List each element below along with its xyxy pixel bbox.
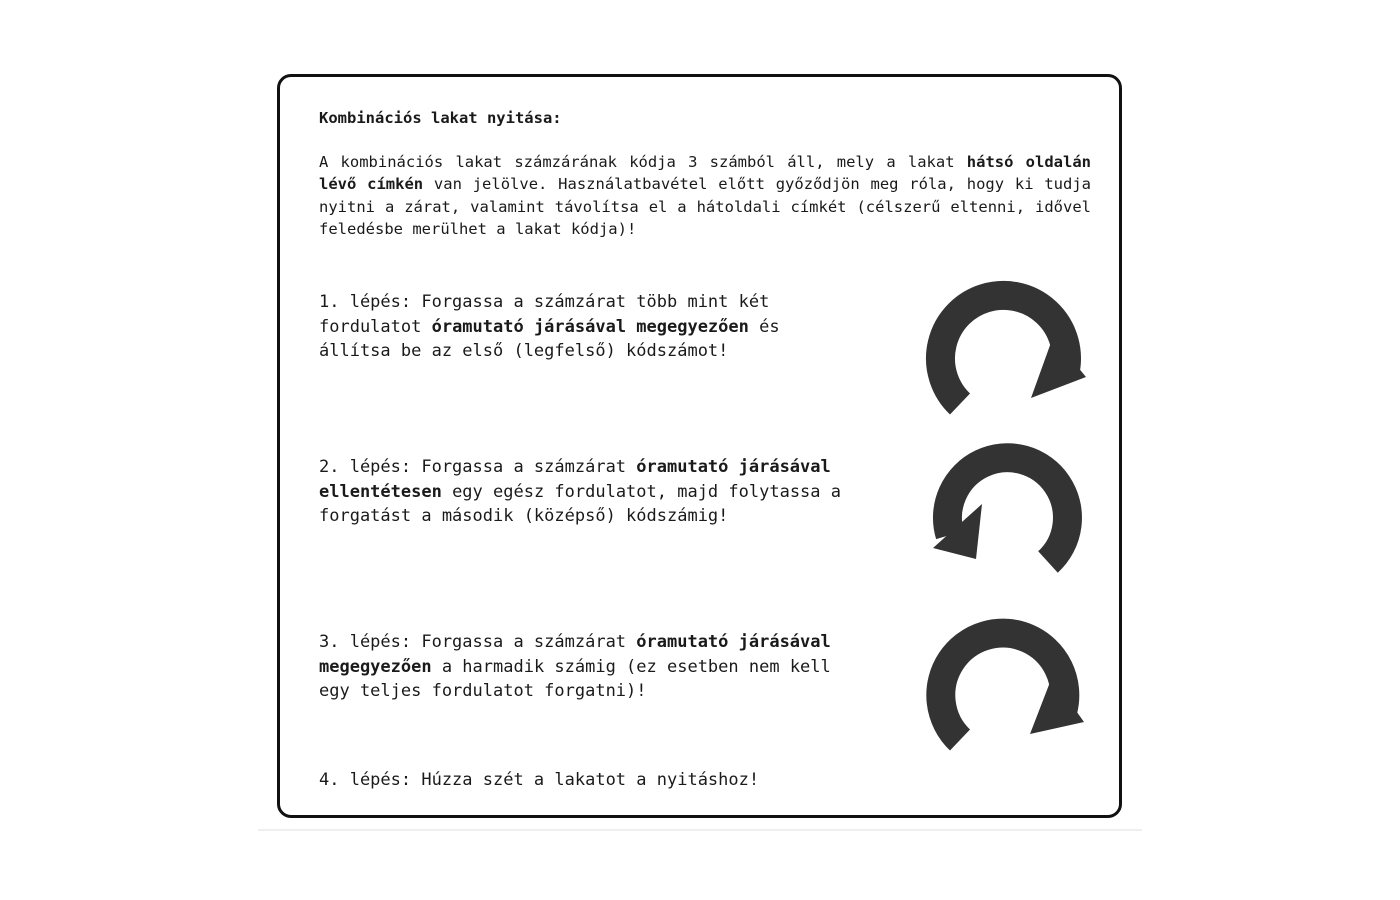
step-1-line-3: [319, 339, 780, 364]
step-3-line-3: [319, 679, 831, 704]
step-3-line-1: [319, 630, 831, 655]
step-4-text: 4. lépés: Húzza szét a lakatot a nyitáshoz!: [319, 770, 760, 790]
step-3: [319, 630, 831, 704]
intro-emphasis: hátsó oldalán lévő címkén: [319, 153, 1091, 194]
step-1-emphasis: óramutató járásával megegyezően: [431, 316, 749, 337]
step-3-emphasis: óramutató járásával: [636, 632, 831, 652]
step-1-text: állítsa be az első (legfelső) kódszámot!: [319, 341, 729, 361]
clockwise-arrow-icon: [920, 266, 1090, 416]
step-3-text: a harmadik számig (ez esetben nem kell: [431, 656, 831, 677]
intro-paragraph: [319, 151, 1091, 240]
step-2-text: egy egész fordulatot, majd folytassa a: [441, 481, 841, 502]
clockwise-arrow-icon: [920, 606, 1090, 756]
step-2-emphasis: óramutató járásával: [636, 457, 831, 477]
step-4: [319, 768, 759, 793]
step-2-line-1: [319, 455, 841, 480]
step-2-text: forgatást a második (középső) kódszámig!: [319, 506, 729, 526]
step-1-text: fordulatot: [319, 316, 432, 337]
step-3-line-2: [319, 655, 831, 680]
step-1: [319, 290, 780, 364]
step-2-line-3: [319, 504, 841, 529]
step-1-text: 1. lépés: Forgassa a számzárat több mint két: [319, 292, 770, 312]
step-2-text: 2. lépés: Forgassa a számzárat: [319, 457, 637, 477]
intro-text-1: A kombinációs lakat számzárának kódja 3 számból áll, mely a lakat: [319, 153, 967, 171]
step-3-emphasis: megegyezően: [319, 656, 432, 677]
instruction-title: Kombinációs lakat nyitása:: [319, 109, 562, 127]
bottom-shadow-line: [258, 829, 1142, 831]
step-3-text: egy teljes fordulatot forgatni)!: [319, 681, 647, 701]
step-2-emphasis: ellentétesen: [319, 481, 442, 502]
step-4-line-1: [319, 768, 759, 793]
step-3-text: 3. lépés: Forgassa a számzárat: [319, 632, 637, 652]
intro-text-2: van jelölve. Használatbavétel előtt győződjön meg róla, hogy ki tudja nyitni a zárat, valamint távolítsa el a hátoldali címkét (célszerű eltenni, idővel feledésbe merülhet a lakat kódja)!: [319, 175, 1091, 238]
step-1-line-2: [319, 315, 780, 340]
step-2-line-2: [319, 480, 841, 505]
step-2: [319, 455, 841, 529]
counterclockwise-arrow-icon: [920, 432, 1090, 582]
step-1-line-1: [319, 290, 780, 315]
step-1-text: és: [748, 316, 780, 337]
